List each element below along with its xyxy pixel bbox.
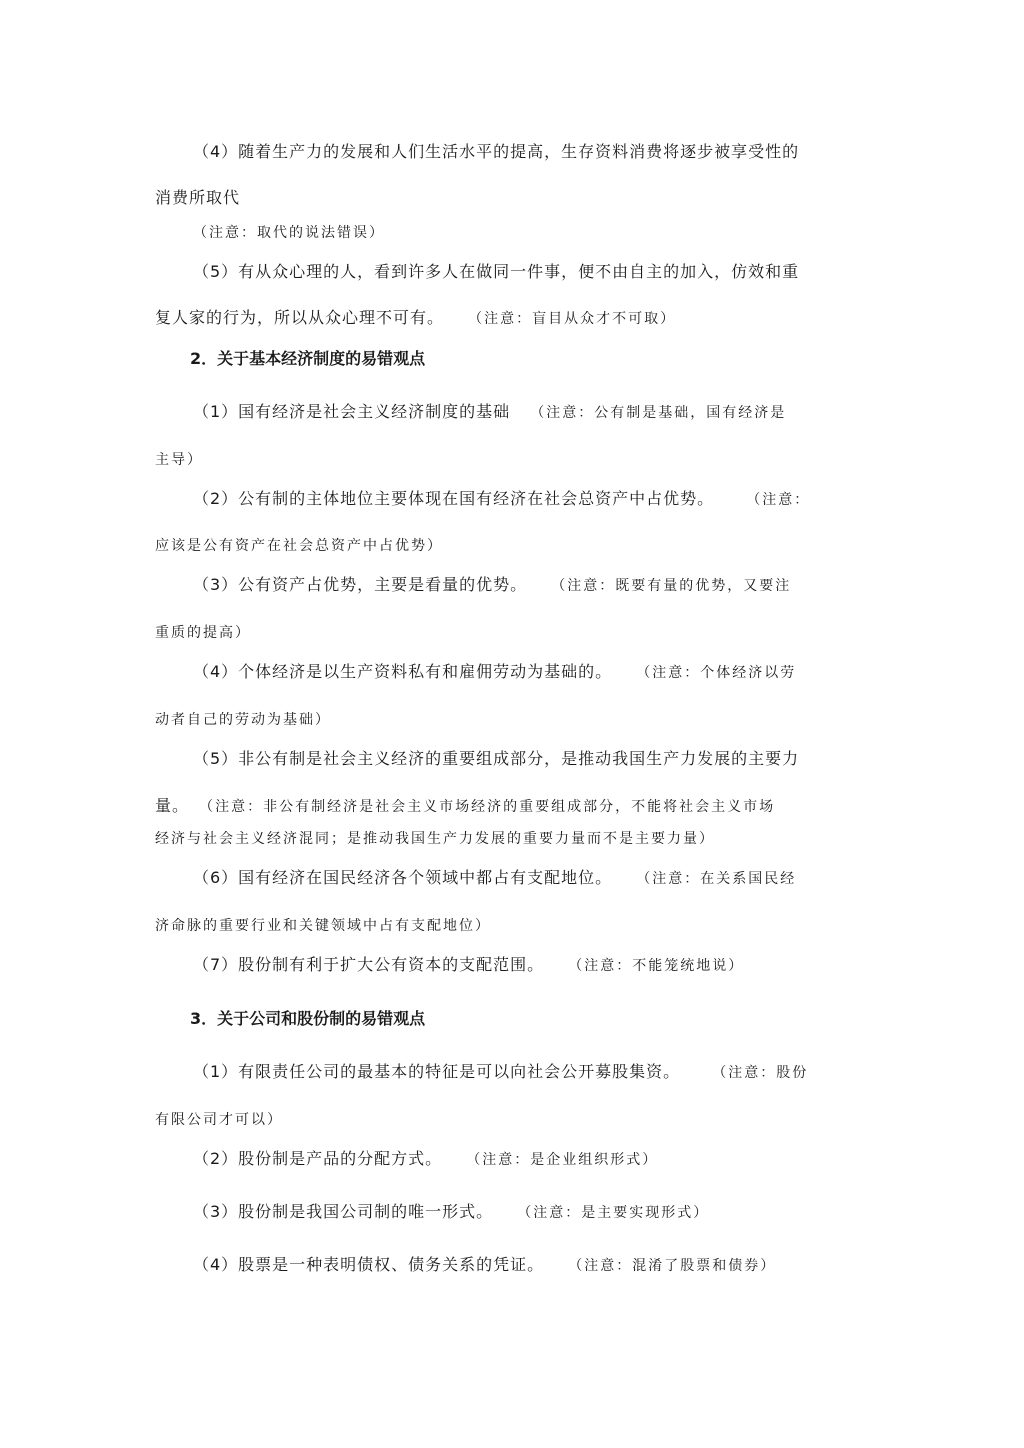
note-text: 应该是公有资产在社会总资产中占优势） bbox=[155, 538, 443, 554]
text-line bbox=[193, 260, 799, 284]
text-line bbox=[193, 573, 791, 598]
body-text: （4）股票是一种表明债权、债务关系的凭证。 bbox=[193, 1255, 545, 1274]
text-line bbox=[155, 186, 240, 210]
heading-text: 3．关于公司和股份制的易错观点 bbox=[190, 1009, 426, 1028]
section-heading bbox=[190, 347, 425, 371]
body-text: （3）公有资产占优势，主要是看量的优势。 bbox=[193, 575, 528, 594]
note-line bbox=[155, 1107, 283, 1132]
note-text: 经济与社会主义经济混同；是推动我国生产力发展的重要力量而不是主要力量） bbox=[155, 831, 715, 847]
text-line bbox=[193, 747, 799, 771]
section-heading bbox=[190, 1007, 425, 1031]
text-line bbox=[193, 487, 810, 512]
note-line bbox=[155, 447, 203, 472]
note-text: （注意：盲目从众才不可取） bbox=[468, 311, 677, 327]
text-line bbox=[193, 140, 799, 164]
text-line bbox=[193, 953, 744, 978]
body-text: 量。 bbox=[155, 796, 190, 815]
text-line bbox=[193, 1147, 658, 1172]
note-line bbox=[155, 826, 715, 851]
note-text: （注意：股份 bbox=[712, 1065, 809, 1081]
note-line bbox=[155, 620, 251, 645]
note-text: （注意：既要有量的优势，又要注 bbox=[551, 578, 792, 594]
note-text: 有限公司才可以） bbox=[155, 1112, 283, 1128]
note-text: （注意：是企业组织形式） bbox=[466, 1152, 659, 1168]
text-line bbox=[193, 400, 786, 425]
body-text: （7）股份制有利于扩大公有资本的支配范围。 bbox=[193, 955, 545, 974]
note-line bbox=[193, 220, 385, 245]
text-line bbox=[193, 1060, 808, 1085]
body-text: （2）股份制是产品的分配方式。 bbox=[193, 1149, 443, 1168]
body-text: 消费所取代 bbox=[155, 188, 241, 207]
note-line bbox=[155, 707, 331, 732]
note-text: （注意：是主要实现形式） bbox=[517, 1205, 710, 1221]
note-text: （注意：个体经济以劳 bbox=[636, 665, 797, 681]
body-text: 复人家的行为，所以从众心理不可有。 bbox=[155, 308, 445, 327]
body-text: （4）个体经济是以生产资料私有和雇佣劳动为基础的。 bbox=[193, 662, 613, 681]
body-text: （3）股份制是我国公司制的唯一形式。 bbox=[193, 1202, 494, 1221]
note-text: 动者自己的劳动为基础） bbox=[155, 712, 331, 728]
heading-text: 2．关于基本经济制度的易错观点 bbox=[190, 349, 426, 368]
note-text: （注意：公有制是基础，国有经济是 bbox=[530, 405, 787, 421]
body-text: （5）非公有制是社会主义经济的重要组成部分，是推动我国生产力发展的主要力 bbox=[193, 749, 800, 768]
note-line bbox=[155, 533, 443, 558]
body-text: （4）随着生产力的发展和人们生活水平的提高，生存资料消费将逐步被享受性的 bbox=[193, 142, 800, 161]
body-text: （1）有限责任公司的最基本的特征是可以向社会公开募股集资。 bbox=[193, 1062, 681, 1081]
note-text: 主导） bbox=[155, 452, 203, 468]
text-line bbox=[193, 1200, 709, 1225]
note-text: （注意：不能笼统地说） bbox=[568, 958, 745, 974]
body-text: （5）有从众心理的人，看到许多人在做同一件事，便不由自主的加入，仿效和重 bbox=[193, 262, 800, 281]
note-text: （注意：在关系国民经 bbox=[636, 871, 797, 887]
text-line bbox=[193, 1253, 776, 1278]
text-line bbox=[193, 660, 796, 685]
note-text: （注意：非公有制经济是社会主义市场经济的重要组成部分，不能将社会主义市场 bbox=[199, 799, 776, 815]
note-text: （注意：取代的说法错误） bbox=[193, 225, 385, 241]
text-line bbox=[193, 866, 796, 891]
body-text: （2）公有制的主体地位主要体现在国有经济在社会总资产中占优势。 bbox=[193, 489, 715, 508]
body-text: （1）国有经济是社会主义经济制度的基础 bbox=[193, 402, 511, 421]
body-text: （6）国有经济在国民经济各个领域中都占有支配地位。 bbox=[193, 868, 613, 887]
note-text: 济命脉的重要行业和关键领域中占有支配地位） bbox=[155, 918, 491, 934]
note-text: （注意：混淆了股票和债券） bbox=[568, 1258, 777, 1274]
note-line bbox=[155, 913, 491, 938]
note-text: 重质的提高） bbox=[155, 625, 251, 641]
note-text: （注意： bbox=[746, 492, 811, 508]
text-line bbox=[155, 794, 775, 819]
text-line bbox=[155, 306, 676, 331]
